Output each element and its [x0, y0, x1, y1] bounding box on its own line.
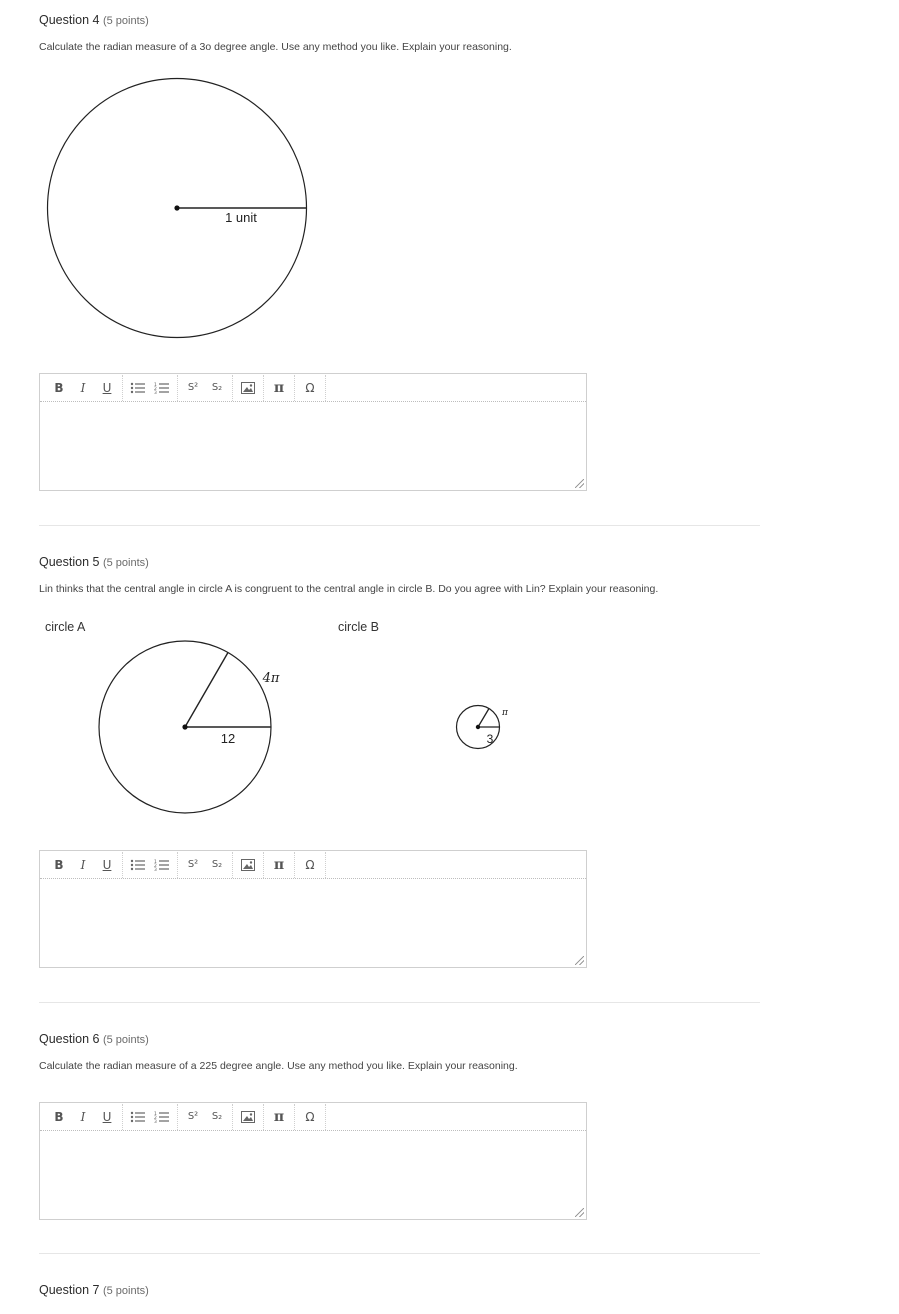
- answer-editor-q6[interactable]: [39, 1102, 587, 1220]
- editor-toolbar: [40, 1103, 586, 1131]
- svg-text:2: 2: [154, 1115, 157, 1121]
- question-7: [39, 1282, 760, 1298]
- bulleted-list-icon[interactable]: [126, 1106, 150, 1128]
- unit-circle-figure: [44, 76, 310, 342]
- image-icon[interactable]: [236, 1106, 260, 1128]
- radius-line: [478, 709, 489, 728]
- resize-handle-icon[interactable]: [575, 956, 584, 965]
- resize-handle-icon[interactable]: [575, 1208, 584, 1217]
- superscript-button[interactable]: S²: [187, 382, 199, 393]
- question-4-prompt: [39, 40, 760, 54]
- answer-editor-q4[interactable]: [39, 373, 587, 491]
- question-title: Question 4 (5 points): [39, 13, 149, 27]
- pi-button[interactable]: π: [273, 379, 285, 396]
- italic-button[interactable]: I: [80, 1109, 86, 1124]
- special-character-button[interactable]: Ω: [305, 380, 315, 395]
- question-divider: [39, 525, 760, 526]
- special-character-button[interactable]: Ω: [305, 857, 315, 872]
- resize-handle-icon[interactable]: [575, 479, 584, 488]
- radius-line: [185, 653, 228, 728]
- question-4: [39, 12, 760, 28]
- superscript-button[interactable]: S²: [187, 859, 199, 870]
- radius-label: 1 unit: [225, 210, 257, 225]
- question-6-prompt: [39, 1059, 760, 1073]
- pi-button[interactable]: π: [273, 1108, 285, 1125]
- editor-toolbar: [40, 851, 586, 879]
- center-point: [476, 725, 480, 729]
- italic-button[interactable]: I: [80, 857, 86, 872]
- svg-text:2: 2: [154, 386, 157, 392]
- special-character-button[interactable]: Ω: [305, 1109, 315, 1124]
- bold-button[interactable]: B: [54, 380, 64, 395]
- underline-button[interactable]: U: [102, 857, 112, 872]
- svg-text:3: 3: [154, 1119, 157, 1123]
- question-6: [39, 1031, 760, 1047]
- underline-button[interactable]: U: [102, 380, 112, 395]
- circle-b-figure: [450, 700, 520, 755]
- bulleted-list-icon[interactable]: [126, 854, 150, 876]
- question-divider: [39, 1002, 760, 1003]
- center-point: [174, 205, 179, 210]
- image-icon[interactable]: [236, 377, 260, 399]
- editor-toolbar: [40, 374, 586, 402]
- bold-button[interactable]: B: [54, 857, 64, 872]
- radius-label: 12: [220, 731, 236, 746]
- answer-textarea[interactable]: [40, 402, 586, 490]
- pi-button[interactable]: π: [273, 856, 285, 873]
- question-text: Calculate the radian measure of a 3o degree angle. Use any method you like. Explain your reasoning.: [39, 41, 512, 53]
- svg-text:1: 1: [154, 382, 157, 388]
- circle-a-label: circle A: [45, 620, 86, 634]
- question-text: Lin thinks that the central angle in circle A is congruent to the central angle in circle B. Do you agree with Lin? Explain your reasoning.: [39, 583, 659, 595]
- answer-textarea[interactable]: [40, 879, 586, 967]
- radius-label: 3: [486, 732, 494, 746]
- arc-label: π: [502, 708, 508, 718]
- center-point: [182, 724, 187, 729]
- circle-b-label: circle B: [338, 620, 379, 634]
- answer-editor-q5[interactable]: [39, 850, 587, 968]
- svg-text:2: 2: [154, 863, 157, 869]
- svg-text:3: 3: [154, 867, 157, 871]
- subscript-button[interactable]: S₂: [211, 1111, 223, 1122]
- bulleted-list-icon[interactable]: [126, 377, 150, 399]
- question-title: Question 5 (5 points): [39, 555, 149, 569]
- underline-button[interactable]: U: [102, 1109, 112, 1124]
- answer-textarea[interactable]: [40, 1131, 586, 1219]
- numbered-list-icon[interactable]: [150, 377, 174, 399]
- question-divider: [39, 1253, 760, 1254]
- subscript-button[interactable]: S₂: [211, 382, 223, 393]
- superscript-button[interactable]: S²: [187, 1111, 199, 1122]
- image-icon[interactable]: [236, 854, 260, 876]
- bold-button[interactable]: B: [54, 1109, 64, 1124]
- circle-a-figure: [94, 636, 294, 820]
- question-title: Question 6 (5 points): [39, 1032, 149, 1046]
- numbered-list-icon[interactable]: [150, 1106, 174, 1128]
- question-5: [39, 554, 760, 570]
- arc-label: 4π: [262, 671, 280, 686]
- numbered-list-icon[interactable]: [150, 854, 174, 876]
- svg-text:3: 3: [154, 390, 157, 394]
- svg-text:1: 1: [154, 1111, 157, 1117]
- svg-text:1: 1: [154, 859, 157, 865]
- subscript-button[interactable]: S₂: [211, 859, 223, 870]
- question-title: Question 7 (5 points): [39, 1283, 149, 1297]
- question-text: Calculate the radian measure of a 225 degree angle. Use any method you like. Explain your reasoning.: [39, 1060, 518, 1072]
- italic-button[interactable]: I: [80, 380, 86, 395]
- question-5-prompt: [39, 582, 760, 596]
